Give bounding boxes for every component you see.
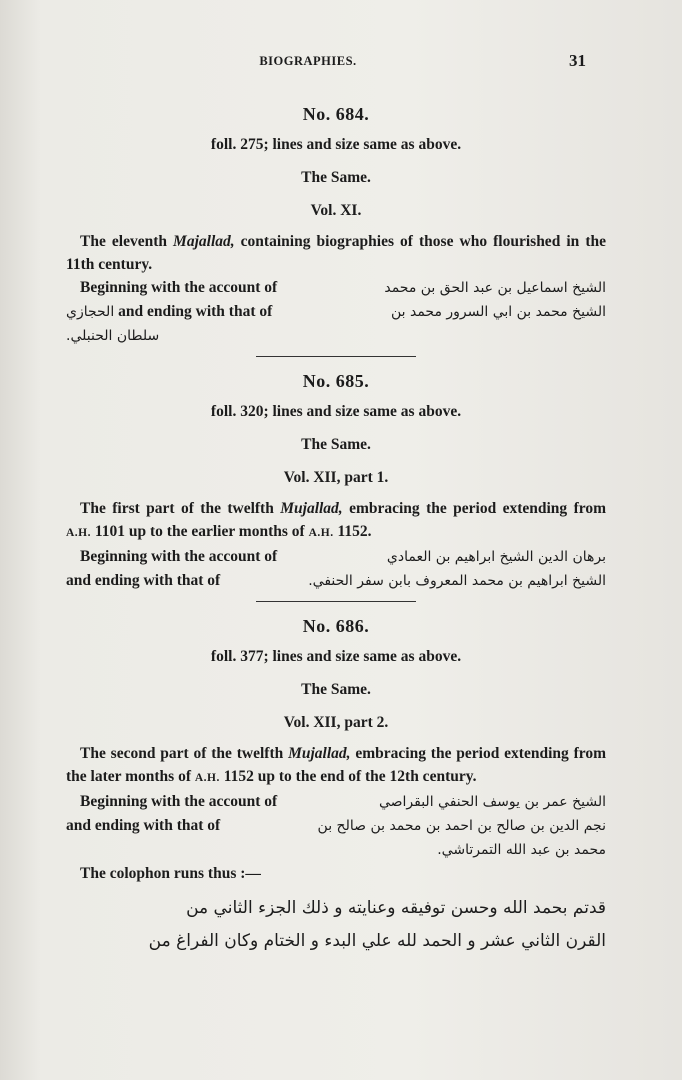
term-mujallad: Mujallad, <box>280 500 343 517</box>
beginning-line <box>66 276 606 300</box>
colophon-line-2: القرن الثاني عشر و الحمد لله علي البدء و الختام وكان الفراغ من <box>148 931 606 951</box>
page-body <box>66 100 606 958</box>
ending-arabic: الشيخ محمد بن ابي السرور محمد بن <box>390 304 606 320</box>
folio-description: foll. 275; lines and size same as above. <box>210 136 462 153</box>
entry-description: The eleventh Majallad, containing biographies of those who flourished in the 11th century. <box>66 233 607 273</box>
entry-number: No. 685. <box>302 371 370 391</box>
ending-label: and ending with that of <box>66 572 221 589</box>
entry-686 <box>66 612 606 958</box>
term-mujallad: Mujallad, <box>288 745 351 762</box>
colophon-line-1: قدتم بحمد الله وحسن توفيقه وعنايته و ذلك الجزء الثاني من <box>186 898 606 918</box>
ending-arabic: نجم الدين بن صالح بن احمد بن محمد بن صالح بن <box>317 818 606 834</box>
ending-line <box>66 814 606 838</box>
folio-description: foll. 320; lines and size same as above. <box>210 403 462 420</box>
beginning-arabic: برهان الدين الشيخ ابراهيم بن العمادي <box>386 549 606 565</box>
title-line: The Same. <box>301 436 371 453</box>
beginning-line <box>66 545 606 569</box>
entry-number: No. 686. <box>302 616 370 636</box>
ending-arabic-tail: الحجازي <box>66 304 115 320</box>
ending-arabic: الشيخ ابراهيم بن محمد المعروف بابن سفر الحنفي. <box>308 573 606 589</box>
entry-description: The first part of the twelfth Mujallad, embracing the period extending from A.H. 1101 up to the earlier months of A.H. 1152. <box>66 500 606 540</box>
beginning-line <box>66 790 606 814</box>
colophon-label: The colophon runs thus :— <box>80 865 261 882</box>
title-line: The Same. <box>301 169 371 186</box>
beginning-label: Beginning with the account of <box>80 793 278 810</box>
running-title: BIOGRAPHIES. <box>259 54 357 68</box>
term-majallad: Majallad, <box>173 233 235 250</box>
ending-line-2 <box>66 324 606 348</box>
ending-label: and ending with that of <box>66 817 221 834</box>
ending-arabic-cont: محمد بن عبد الله التمرتاشي. <box>437 842 606 858</box>
ending-arabic-cont: سلطان الحنبلي. <box>66 328 160 344</box>
ending-line <box>66 569 606 593</box>
beginning-arabic: الشيخ اسماعيل بن عبد الحق بن محمد <box>384 280 606 296</box>
beginning-arabic: الشيخ عمر بن يوسف الحنفي البقراصي <box>378 794 606 810</box>
entry-description: The second part of the twelfth Mujallad, embracing the period extending from the later months of A.H. 1152 up to the end of the 12th century. <box>66 745 607 785</box>
ending-label: and ending with that of <box>114 303 273 320</box>
beginning-label: Beginning with the account of <box>80 279 278 296</box>
page-number: 31 <box>569 51 586 70</box>
ending-line-2 <box>66 838 606 862</box>
folio-description: foll. 377; lines and size same as above. <box>210 648 462 665</box>
volume-line: Vol. XII, part 1. <box>283 469 389 486</box>
colophon-arabic <box>66 892 606 958</box>
entry-685 <box>66 367 606 593</box>
title-line: The Same. <box>301 681 371 698</box>
ending-line <box>66 300 606 324</box>
volume-line: Vol. XII, part 2. <box>283 714 389 731</box>
entry-number: No. 684. <box>302 104 370 124</box>
volume-line: Vol. XI. <box>310 202 362 219</box>
beginning-label: Beginning with the account of <box>80 548 278 565</box>
page-header <box>0 51 682 74</box>
section-divider <box>256 356 416 357</box>
section-divider <box>256 601 416 602</box>
entry-684 <box>66 100 606 348</box>
